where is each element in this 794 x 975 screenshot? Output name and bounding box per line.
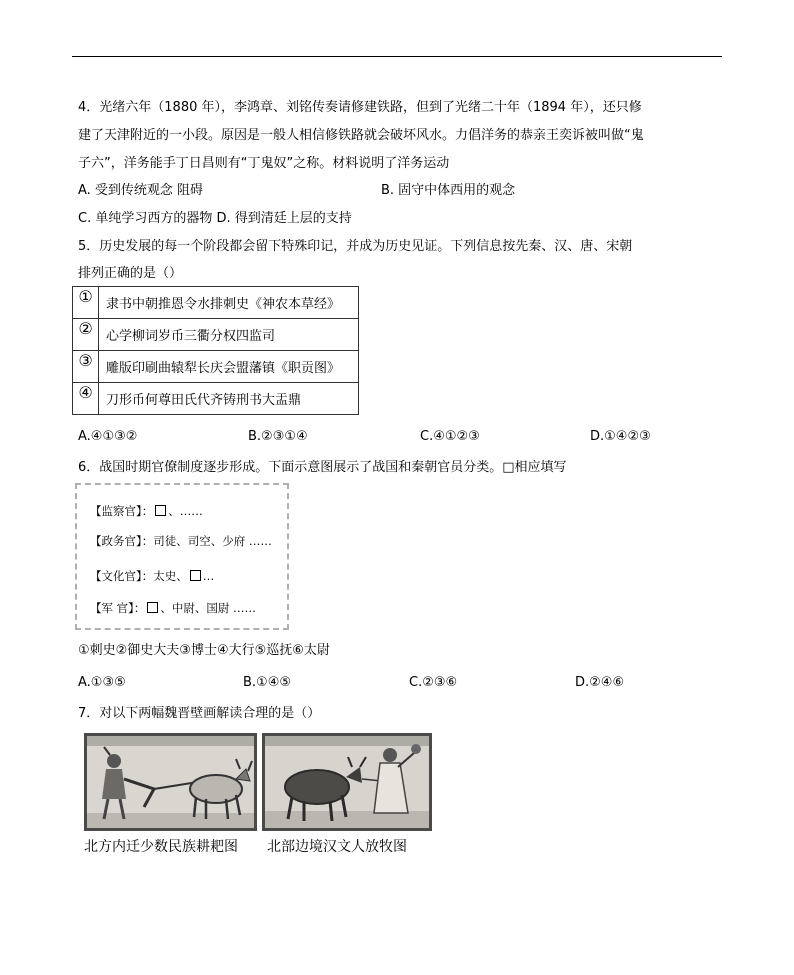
q6-option-c: C.②③⑥: [409, 675, 458, 690]
q4-stem-line2: 建了天津附近的一小段。原因是一般人相信修铁路就会破坏风水。力倡洋务的恭亲王奕诉被叫做“鬼: [78, 128, 644, 143]
q6-option-d: D.②④⑥: [575, 675, 625, 690]
q6-choices: ①刺史②御史大夫③博士④大行⑤巡抚⑥太尉: [78, 643, 330, 658]
q4-stem-line3: 子六”，洋务能手丁日昌则有“丁鬼奴”之称。材料说明了洋务运动: [78, 156, 450, 171]
blank-box-icon: [155, 505, 166, 516]
blank-box-icon: [190, 570, 201, 581]
row-number: ②: [73, 319, 99, 351]
q5-stem-line2: 排列正确的是（）: [78, 266, 183, 281]
diagram-row-admin: 【政务官】：司徒、司空、少府 ……: [90, 534, 272, 548]
q5-table: [72, 286, 359, 415]
mural-herding-image: [262, 733, 432, 831]
header-rule: [72, 56, 722, 57]
row-text: 雕版印刷曲辕犁长庆会盟藩镇《职贡图》: [99, 351, 359, 383]
mural-plowing-image: [84, 733, 257, 831]
caption-plowing: 北方内迁少数民族耕耙图: [84, 839, 238, 855]
blank-box-icon: [147, 602, 158, 613]
row-text: 心学柳词岁币三衢分权四监司: [99, 319, 359, 351]
q4-option-b: B. 固守中体西用的观念: [381, 183, 516, 198]
plowing-illustration: [84, 733, 257, 831]
diagram-row-military: 【军 官】： 、中尉、国尉 ……: [90, 601, 257, 615]
table-row: [73, 351, 359, 383]
table-row: [73, 287, 359, 319]
q5-option-d: D.①④②③: [590, 429, 651, 444]
q6-option-b: B.①④⑤: [243, 675, 292, 690]
table-row: [73, 383, 359, 415]
q4-option-cd: C. 单纯学习西方的器物 D. 得到清廷上层的支持: [78, 211, 352, 226]
herding-illustration: [262, 733, 432, 831]
row-text: 隶书中朝推恩令水排刺史《神农本草经》: [99, 287, 359, 319]
row-number: ①: [73, 287, 99, 319]
diagram-row-censor: 【监察官】： 、……: [90, 504, 203, 518]
q4-option-a: A. 受到传统观念 阻碍: [78, 183, 204, 198]
q4-stem-line1: 4．光绪六年（1880 年），李鸿章、刘铭传奏请修建铁路，但到了光绪二十年（1894 年），还只修: [78, 100, 642, 115]
diagram-row-culture: 【文化官】：太史、 …: [90, 569, 215, 583]
q6-option-a: A.①③⑤: [78, 675, 126, 690]
row-text: 刀形币何尊田氏代齐铸刑书大盂鼎: [99, 383, 359, 415]
q5-option-b: B.②③①④: [248, 429, 308, 444]
q6-stem: 6．战国时期官僚制度逐步形成。下面示意图展示了战国和秦朝官员分类。□相应填写: [78, 460, 567, 475]
row-number: ③: [73, 351, 99, 383]
caption-herding: 北部边境汉文人放牧图: [267, 839, 407, 855]
table-row: [73, 319, 359, 351]
official-diagram: [75, 483, 289, 630]
q7-stem: 7．对以下两幅魏晋壁画解读合理的是（）: [78, 706, 321, 721]
q5-stem-line1: 5．历史发展的每一个阶段都会留下特殊印记，并成为历史见证。下列信息按先秦、汉、唐、宋朝: [78, 239, 633, 254]
q5-option-c: C.④①②③: [420, 429, 480, 444]
row-number: ④: [73, 383, 99, 415]
q5-option-a: A.④①③②: [78, 429, 138, 444]
